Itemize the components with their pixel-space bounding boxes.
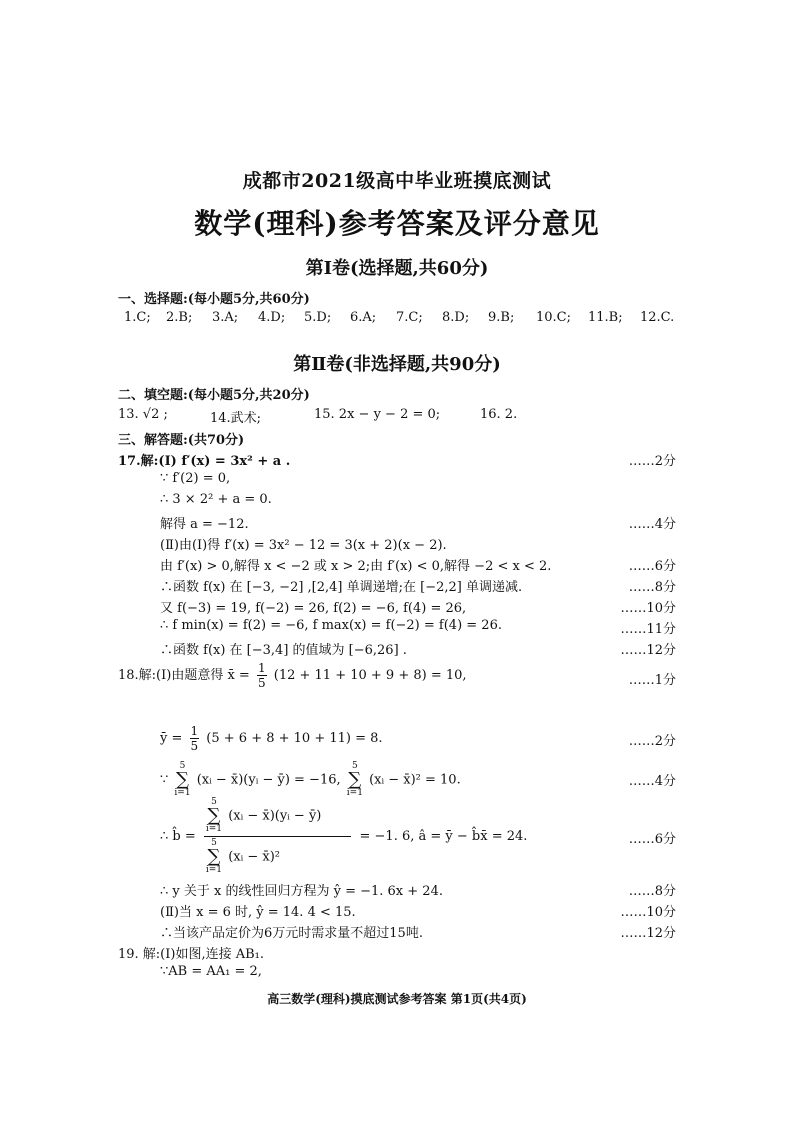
q17-line-8: 又 f(−3) = 19, f(−2) = 26, f(2) = −6, f(4) = 26, [160,601,467,616]
score-mark: ……10分 [620,601,676,616]
regression-fraction [204,798,351,875]
q18-line-3-text: (xᵢ − x̄)(yᵢ − ȳ) = −16, [196,772,341,788]
sum-upper: 5 [179,761,186,771]
answer-item: 1.C; [124,310,151,325]
q17-line-6: 由 f′(x) > 0,解得 x < −2 或 x > 2;由 f′(x) < 0,解得 −2 < x < 2. [160,559,552,574]
answer-item: 9.B; [488,310,515,325]
q17-line-4: 解得 a = −12. [160,517,249,532]
q17-line-2: ∵ f′(2) = 0, [160,471,231,486]
fill-answer-15: 15. 2x − y − 2 = 0; [314,407,441,422]
score-mark: ……12分 [620,643,676,658]
answer-item: 5.D; [304,310,332,325]
sum-lower: i=1 [205,865,223,875]
fill-answer-16: 16. 2. [480,407,518,422]
summation-symbol: 5 ∑ i=1 [346,761,363,798]
score-mark: ……6分 [628,832,676,847]
score-mark: ……4分 [628,517,676,532]
q17-line-10: ∴函数 f(x) 在 [−3,4] 的值域为 [−6,26] . [160,643,407,658]
summation-symbol: 5 ∑ i=1 [174,761,191,798]
sum-lower: i=1 [346,788,363,798]
q18-line-2-rest: (5 + 6 + 8 + 10 + 11) = 8. [206,731,383,746]
fraction-denominator: 5 [257,676,266,690]
sum-upper: 5 [211,838,217,848]
summation-symbol: 5 ∑ i=1 [205,838,223,875]
volume-2-heading: 第Ⅱ卷(非选择题,共90分) [293,354,501,375]
q18-line-4-rest: = −1. 6, â = ȳ − b̂x̄ = 24. [359,829,528,844]
answer-item: 3.A; [212,310,239,325]
part3-heading: 三、解答题:(共70分) [118,433,245,448]
score-mark: ……2分 [628,734,676,749]
part1-heading: 一、选择题:(每小题5分,共60分) [118,292,310,307]
fill-answer-13: 13. √2 ; [118,407,168,422]
answer-item: 7.C; [396,310,423,325]
volume-1-heading: 第Ⅰ卷(选择题,共60分) [305,258,489,279]
fraction-denominator: 5 [190,739,199,753]
part2-heading: 二、填空题:(每小题5分,共20分) [118,388,310,403]
q18-line-7: ∴当该产品定价为6万元时需求量不超过15吨. [160,926,423,941]
because-symbol: ∵ [160,772,169,788]
score-mark: ……10分 [620,905,676,920]
q17-line-3: ∴ 3 × 2² + a = 0. [160,492,272,507]
fraction-numerator [204,798,351,837]
answer-item: 11.B; [588,310,623,325]
score-mark: ……12分 [620,926,676,941]
q18-line-2-text: ȳ = [160,731,183,746]
b-hat-label: ∴ b̂ = [160,829,196,844]
score-mark: ……1分 [628,673,676,688]
sum-upper: 5 [211,797,217,807]
answer-item: 8.D; [442,310,470,325]
score-mark: ……6分 [628,559,676,574]
denominator-text: (xᵢ − x̄)² [228,849,280,865]
answer-item: 6.A; [350,310,377,325]
q19-line-1: 19. 解:(Ⅰ)如图,连接 AB₁. [118,947,265,962]
score-mark: ……4分 [628,774,676,789]
exam-title: 成都市2021级高中毕业班摸底测试 [242,170,552,192]
q18-line-4 [160,798,527,875]
score-mark: ……8分 [628,884,676,899]
q18-line-1-rest: (12 + 11 + 10 + 9 + 8) = 10, [273,668,467,683]
q18-line-3-rest: (xᵢ − x̄)² = 10. [369,772,461,788]
answer-item: 2.B; [166,310,193,325]
fill-answer-14: 14.武术; [210,411,262,426]
summation-symbol: 5 ∑ i=1 [205,797,223,834]
page-footer: 高三数学(理科)摸底测试参考答案 第1页(共4页) [267,992,527,1006]
answer-item: 10.C; [536,310,572,325]
score-mark: ……11分 [620,622,676,637]
fraction-numerator: 1 [257,661,266,675]
fraction [190,724,200,753]
q17-line-1: 17.解:(Ⅰ) f′(x) = 3x² + a . [118,454,291,469]
q17-line-9: ∴ f min(x) = f(2) = −6, f max(x) = f(−2) = f(4) = 26. [160,618,502,633]
score-mark: ……8分 [628,580,676,595]
sum-upper: 5 [351,761,358,771]
q18-line-2 [160,724,383,753]
q19-line-2: ∵AB = AA₁ = 2, [160,964,262,979]
sum-lower: i=1 [205,824,223,834]
score-mark: ……2分 [628,454,676,469]
q17-line-7: ∴函数 f(x) 在 [−3, −2] ,[2,4] 单调递增;在 [−2,2] 单调递减. [160,580,523,595]
document-title: 数学(理科)参考答案及评分意见 [194,207,600,240]
q18-line-5: ∴ y 关于 x 的线性回归方程为 ŷ = −1. 6x + 24. [160,884,443,899]
q18-line-3 [160,762,461,798]
q18-line-1-text: 18.解:(Ⅰ)由题意得 x̄ = [118,668,250,683]
fraction [257,661,267,690]
q17-line-5: (Ⅱ)由(Ⅰ)得 f′(x) = 3x² − 12 = 3(x + 2)(x − 2). [160,538,447,553]
answer-item: 4.D; [258,310,286,325]
numerator-text: (xᵢ − x̄)(yᵢ − ȳ) [228,808,322,824]
fraction-numerator: 1 [190,724,199,738]
choice-answers [124,310,682,325]
answer-item: 12.C. [640,310,675,325]
q18-line-6: (Ⅱ)当 x = 6 时, ŷ = 14. 4 < 15. [160,905,356,920]
q18-line-1 [118,661,467,690]
fraction-denominator [204,837,351,875]
sum-lower: i=1 [174,788,191,798]
